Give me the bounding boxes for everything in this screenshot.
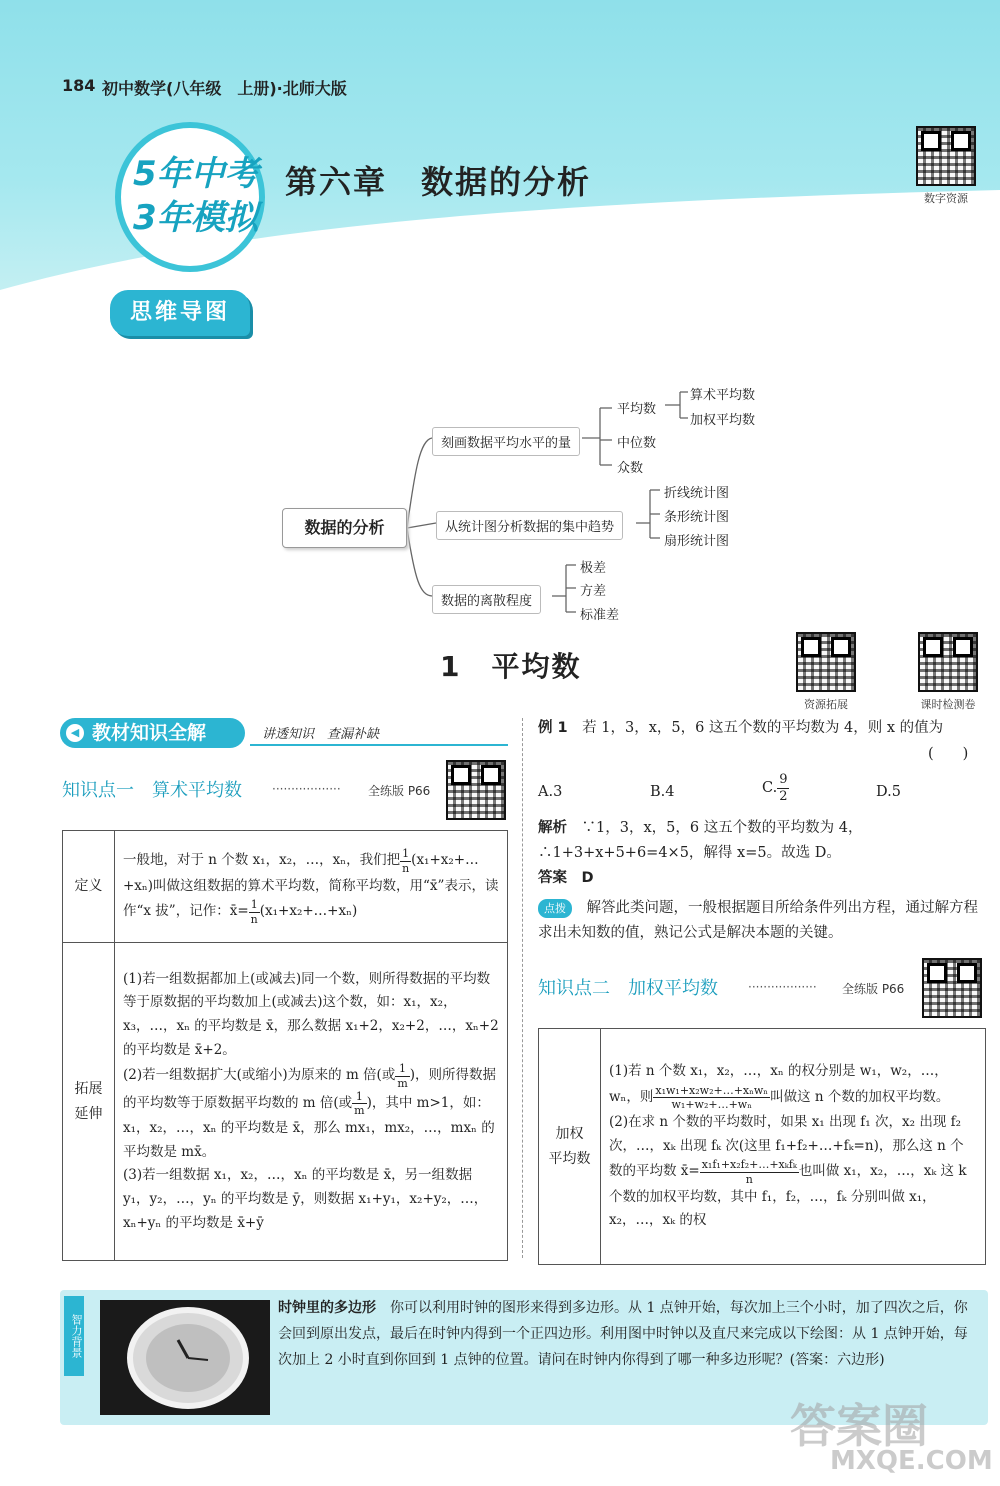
option-a: A.3 <box>538 784 563 800</box>
mindmap-leaf-line-chart: 折线统计图 <box>664 486 730 501</box>
example-question: 例 1 若 1，3，x，5，6 这五个数的平均数为 4，则 x 的值为 <box>538 720 944 736</box>
background-title: 时钟里的多边形 <box>278 1300 376 1316</box>
mindmap-root: 数据的分析 <box>282 508 407 548</box>
qr-caption-chapter: 数字资源 <box>924 192 968 205</box>
row-label-definition: 定义 <box>63 831 115 943</box>
extension-text <box>115 943 508 1261</box>
example-answer: 答案 D <box>538 870 594 886</box>
qr-code-kp2[interactable] <box>922 958 982 1018</box>
mindmap-leaf-mean: 平均数 <box>617 402 657 417</box>
kp1-dots: ·················· <box>272 782 341 796</box>
mindmap-leaf-bar-chart: 条形统计图 <box>664 510 730 525</box>
extension-3: (3)若一组数据 x₁，x₂，…，xₙ 的平均数是 x̄，另一组数据 y₁，y₂，…，yₙ 的平均数是 ȳ，则数据 x₁+y₁，x₂+y₂，…，xₙ+yₙ 的平均数是 x̄+ȳ <box>123 1167 488 1231</box>
mindmap-leaf-mode: 众数 <box>617 461 644 476</box>
table-row-definition <box>63 831 508 943</box>
example-analysis: 解析 ∵1，3，x，5，6 这五个数的平均数为 4，∴1+3+x+5+6=4×5，解得 x=5。故选 D。 <box>538 820 863 862</box>
watermark-url: MXQE.COM <box>830 1446 993 1476</box>
chapter-title: 第六章 数据的分析 <box>285 163 592 201</box>
mindmap-leaf-pie-chart: 扇形统计图 <box>664 534 730 549</box>
mindmap-leaf-median: 中位数 <box>617 436 657 451</box>
table-arithmetic-mean <box>62 830 508 1261</box>
section-title: 1 平均数 <box>440 650 582 683</box>
column-divider <box>522 718 523 1258</box>
knowledge-banner: 教材知识全解 <box>60 718 245 748</box>
brand-line-2: 3年模拟 <box>133 198 259 238</box>
page-number: 184 <box>62 76 96 95</box>
book-title: 初中数学(八年级 上册)·北师大版 <box>102 79 347 98</box>
kp2-title: 知识点二 加权平均数 <box>538 978 718 999</box>
fraction-one-over-m-2: $\frac{1}{m}$ <box>354 1089 365 1117</box>
extension-2: (2)若一组数据扩大(或缩小)为原来的 m 倍(或 $\frac{1}{m}$ )，则所得数据的平均数等于原数据平均数的 m 倍(或 $\frac{1}{m}$ )，其中 m>1，如：x₁，x₂，…，xₙ 的平均数是 x̄，那么 mx₁，mx₂，…，mxₙ 的平均数是 mx̄。 <box>123 1062 497 1160</box>
fraction-one-over-n-2: $\frac{1}{n}$ <box>250 898 258 926</box>
qr-code-test[interactable] <box>918 632 978 692</box>
mindmap-branch-average-level: 刻画数据平均水平的量 <box>432 427 580 456</box>
mindmap-badge: 思维导图 <box>110 290 250 336</box>
background-text <box>278 1296 978 1374</box>
example-blank: ( ) <box>928 746 969 762</box>
megaphone-icon: ◀ <box>66 724 84 742</box>
table-row-weighted <box>539 1029 986 1265</box>
background-body: 你可以利用时钟的图形来得到多边形。从 1 点钟开始，每次加上三个小时，加了四次之后，你会回到原出发点，最后在时钟内得到一个正四边形。利用图中时钟以及直尺来完成以下绘图：从 1 点钟开始，每次加上 2 小时直到你回到 1 点钟的位置。请问在时钟内你得到了哪一种多边形呢？(答案：六边形) <box>278 1300 968 1368</box>
kp1-ref: 全练版 P66 <box>368 784 431 798</box>
qr-code-resources[interactable] <box>796 632 856 692</box>
qr-caption-resources: 资源拓展 <box>804 698 848 711</box>
brand-logo <box>115 122 265 272</box>
brand-line-1: 5年中考 <box>133 154 259 194</box>
tip-badge: 点拨 <box>538 899 572 918</box>
option-d: D.5 <box>876 784 901 800</box>
row-label-weighted: 加权 平均数 <box>539 1029 601 1265</box>
weighted-text <box>601 1029 986 1265</box>
clock-photo <box>100 1300 270 1415</box>
mindmap-branch-dispersion: 数据的离散程度 <box>432 585 541 614</box>
mindmap-branch-chart-trend: 从统计图分析数据的集中趋势 <box>436 511 623 540</box>
fraction-one-over-m: $\frac{1}{m}$ <box>397 1062 408 1090</box>
kp1-title: 知识点一 算术平均数 <box>62 780 242 801</box>
definition-part-c: (x₁+x₂+…+xₙ) <box>259 903 358 920</box>
definition-text <box>115 831 508 943</box>
option-c: C. $\frac{9}{2}$ <box>762 772 788 804</box>
mindmap-leaf-weighted-mean: 加权平均数 <box>690 413 756 428</box>
qr-code-chapter[interactable] <box>916 126 976 186</box>
table-row-extension <box>63 943 508 1261</box>
background-tag: 智力背景 <box>64 1296 84 1376</box>
example-tip: 点拨 解答此类问题，一般根据题目所给条件列出方程，通过解方程求出未知数的值，熟记公式是解决本题的关键。 <box>538 900 978 942</box>
kp2-dots: ·················· <box>748 980 817 994</box>
extension-1: (1)若一组数据都加上(或减去)同一个数，则所得数据的平均数等于原数据的平均数加上(或减去)这个数，如：x₁，x₂，x₃，…，xₙ 的平均数是 x̄，那么数据 x₁+2，x₂+2，…，xₙ+2 的平均数是 x̄+2。 <box>123 970 499 1058</box>
fraction-one-over-n: $\frac{1}{n}$ <box>402 847 410 875</box>
option-b: B.4 <box>650 784 675 800</box>
qr-code-kp1[interactable] <box>446 760 506 820</box>
mindmap-leaf-std-dev: 标准差 <box>580 608 620 623</box>
weighted-1: (1)若 n 个数 x₁，x₂，…，xₙ 的权分别是 w₁，w₂，…，wₙ，则 $\frac{\text{x₁w₁+x₂w₂+…+xₙwₙ}}{\text{w₁+w₂+…+wₙ}}$ 叫做这 n 个数的加权平均数。 <box>609 1063 950 1111</box>
weighted-2: (2)在求 n 个数的平均数时，如果 x₁ 出现 f₁ 次，x₂ 出现 f₂ 次，…，xₖ 出现 fₖ 次(这里 f₁+f₂+…+fₖ=n)，那么这 n 个数的平均数 x̄= $\frac{\text{x₁f₁+x₂f₂+…+xₖfₖ}}{n}$ 也叫做 x₁，x₂，…，xₖ 这 k 个数的加权平均数，其中 f₁，f₂，…，fₖ 分别叫做 x₁，x₂，…，xₖ 的权 <box>609 1114 967 1229</box>
clock-icon <box>100 1300 270 1415</box>
kp2-ref: 全练版 P66 <box>842 982 905 996</box>
definition-part-a: 一般地，对于 n 个数 x₁，x₂，…，xₙ，我们把 <box>123 852 401 869</box>
mindmap-leaf-arithmetic-mean: 算术平均数 <box>690 388 756 403</box>
row-label-extension: 拓展 延伸 <box>63 943 115 1261</box>
knowledge-subtitle: 讲透知识 查漏补缺 <box>262 727 380 742</box>
watermark-logo: 答案圈 <box>790 1399 928 1453</box>
mindmap-leaf-range: 极差 <box>580 561 607 576</box>
definition-part-b: (x₁+x₂+…+xₙ)叫做这组数据的算术平均数，简称平均数，用“x̄”表示，读作“x 拔”，记作：x̄= <box>123 852 499 920</box>
table-weighted-mean <box>538 1028 986 1265</box>
knowledge-divider <box>250 744 508 746</box>
mindmap-leaf-variance: 方差 <box>580 584 607 599</box>
qr-caption-test: 课时检测卷 <box>920 698 976 711</box>
